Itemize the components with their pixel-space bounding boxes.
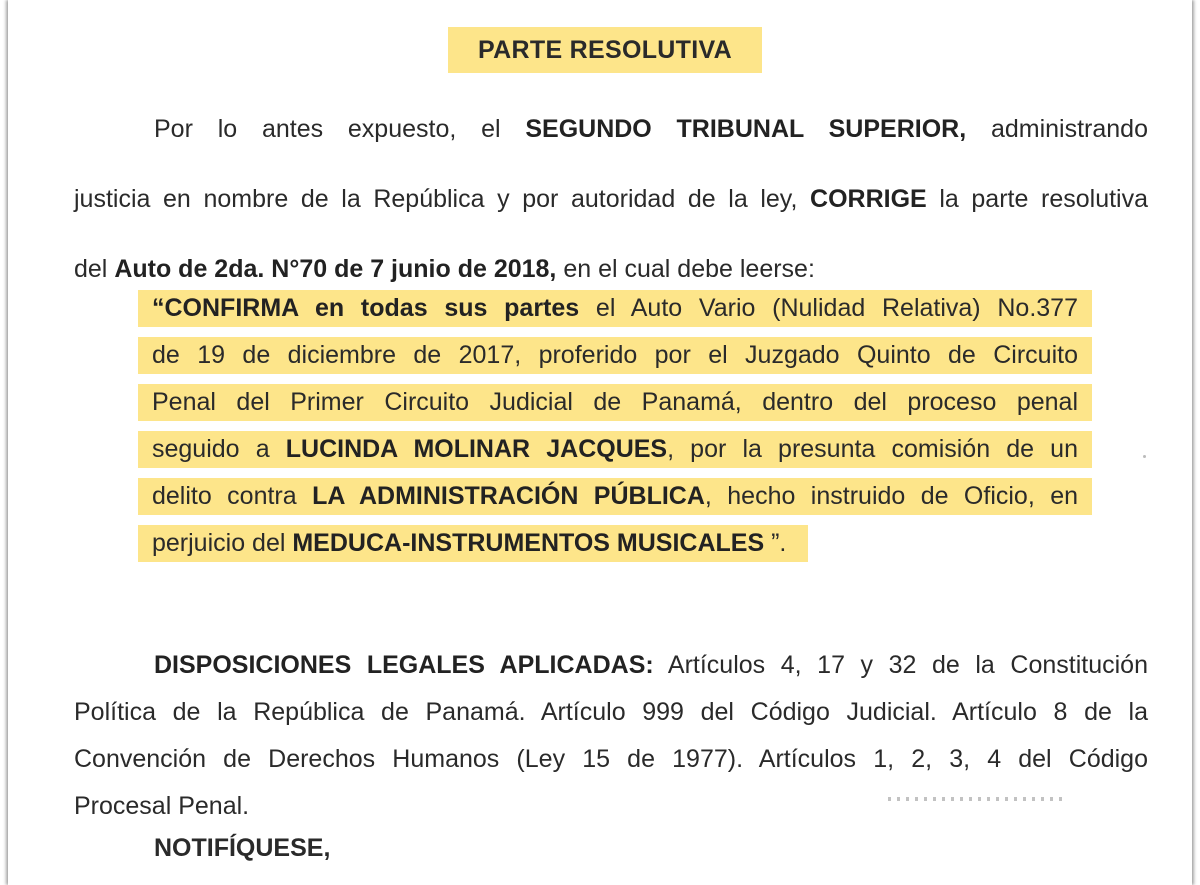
scan-speck [1143,455,1146,458]
auto-reference: Auto de 2da. N°70 de 7 junio de 2018, [114,255,557,283]
dispositions-line-3: Convención de Derechos Humanos (Ley 15 de 1977). Artículos 1, 2, 3, 4 del Código [74,745,1148,773]
intro-line-3: del Auto de 2da. N°70 de 7 junio de 2018, en el cual debe leerse: [74,255,815,283]
dispositions-paragraph [74,642,1148,830]
closing-notification: NOTIFÍQUESE, [154,834,331,862]
quote-line-2: de 19 de diciembre de 2017, proferido por el Juzgado Quinto de Circuito [138,337,1092,374]
dispositions-label: DISPOSICIONES LEGALES APLICADAS: [154,651,654,679]
corrige-keyword: CORRIGE [810,185,927,213]
section-heading: PARTE RESOLUTIVA [448,27,762,73]
court-name: SEGUNDO TRIBUNAL SUPERIOR, [525,115,967,143]
quote-line-5: delito contra LA ADMINISTRACIÓN PÚBLICA, hecho instruido de Oficio, en [138,478,1092,515]
scan-artifact [888,797,1063,801]
defendant-name: LUCINDA MOLINAR JACQUES [285,435,668,463]
dispositions-line-1: DISPOSICIONES LEGALES APLICADAS: Artículos 4, 17 y 32 de la Constitución [154,651,1148,679]
dispositions-line-2: Política de la República de Panamá. Artículo 999 del Código Judicial. Artículo 8 de la [74,698,1148,726]
victim-name: MEDUCA-INSTRUMENTOS MUSICALES [292,529,765,557]
offense-name: LA ADMINISTRACIÓN PÚBLICA [312,482,705,510]
confirma-phrase: “CONFIRMA en todas sus partes [152,294,580,322]
quote-line-3: Penal del Primer Circuito Judicial de Panamá, dentro del proceso penal [138,384,1092,421]
quote-line-4: seguido a LUCINDA MOLINAR JACQUES, por la presunta comisión de un [138,431,1092,468]
document-page [8,0,1192,885]
quoted-resolution [138,290,1092,572]
dispositions-line-4: Procesal Penal. [74,792,250,820]
intro-line-1: Por lo antes expuesto, el SEGUNDO TRIBUNAL SUPERIOR, administrando [154,115,1148,143]
intro-paragraph [74,94,1148,304]
quote-line-6: perjuicio del MEDUCA-INSTRUMENTOS MUSICALES ”. [138,525,808,562]
intro-line-2: justicia en nombre de la República y por autoridad de la ley, CORRIGE la parte resolutiva [74,185,1149,213]
quote-line-1: “CONFIRMA en todas sus partes el Auto Vario (Nulidad Relativa) No.377 [138,290,1092,327]
